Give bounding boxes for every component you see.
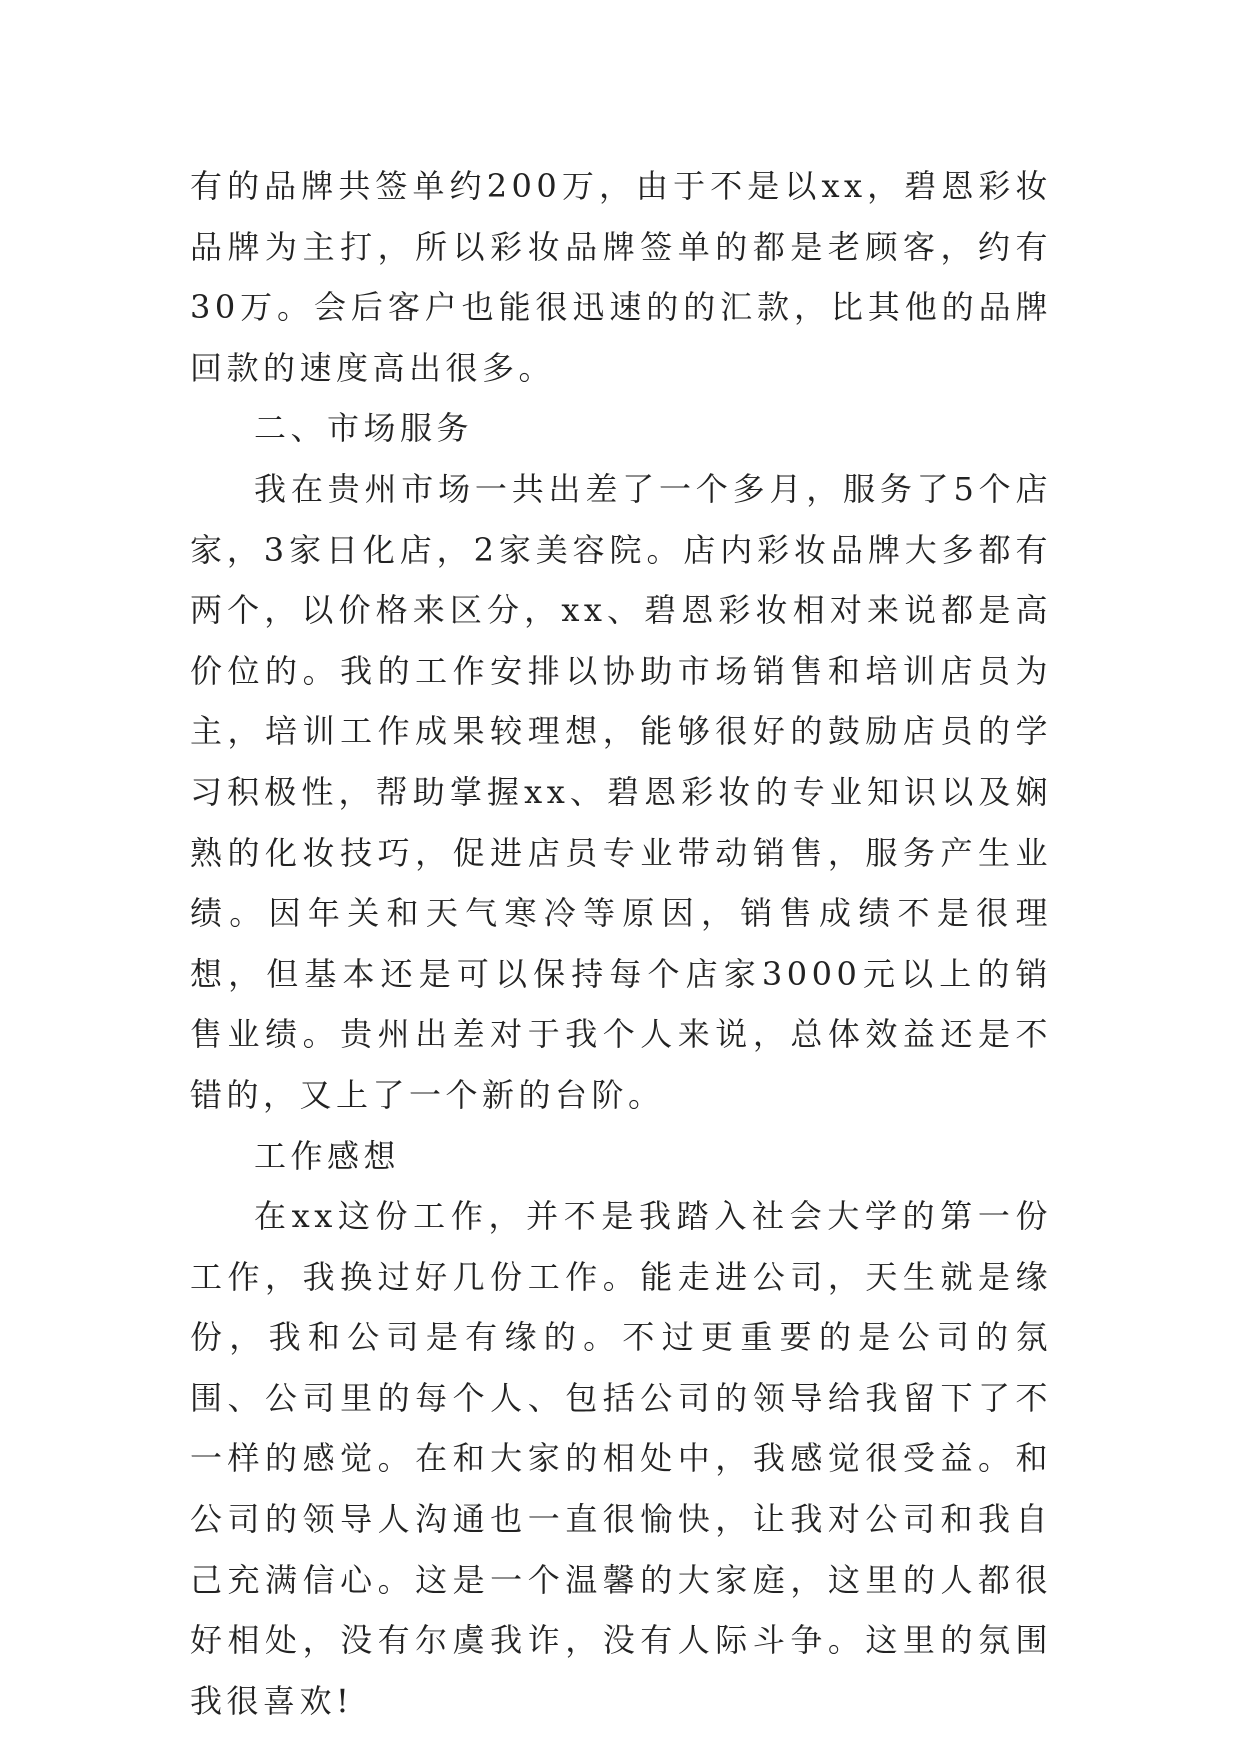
section-heading-work-reflections: 工作感想 — [254, 1136, 401, 1175]
paragraph-work-reflections: 在xx这份工作，并不是我踏入社会大学的第一份工作，我换过好几份工作。能走进公司，天生就是缘份，我和公司是有缘的。不过更重要的是公司的氛围、公司里的每个人、包括公司的领导给我留下了不一样的感觉。在和大家的相处中，我感觉很受益。和公司的领导人沟通也一直很愉快，让我对公司和我自己充满信心。这是一个温馨的大家庭，这里的人都很好相处，没有尔虞我诈，没有人际斗争。这里的氛围我很喜欢! — [190, 1197, 1052, 1720]
paragraph-sales-continuation: 有的品牌共签单约200万，由于不是以xx，碧恩彩妆品牌为主打，所以彩妆品牌签单的都是老顾客，约有30万。会后客户也能很迅速的的汇款，比其他的品牌回款的速度高出很多。 — [190, 167, 1052, 387]
paragraph-market-service: 我在贵州市场一共出差了一个多月，服务了5个店家，3家日化店，2家美容院。店内彩妆品牌大多都有两个，以价格来区分，xx、碧恩彩妆相对来说都是高价位的。我的工作安排以协助市场销售和培训店员为主，培训工作成果较理想，能够很好的鼓励店员的学习积极性，帮助掌握xx、碧恩彩妆的专业知识以及娴熟的化妆技巧，促进店员专业带动销售，服务产生业绩。因年关和天气寒冷等原因，销售成绩不是很理想，但基本还是可以保持每个店家3000元以上的销售业绩。贵州出差对于我个人来说，总体效益还是不错的，又上了一个新的台阶。 — [190, 469, 1052, 1114]
section-heading-market-service: 二、市场服务 — [254, 409, 474, 448]
document-body — [190, 156, 1052, 1731]
